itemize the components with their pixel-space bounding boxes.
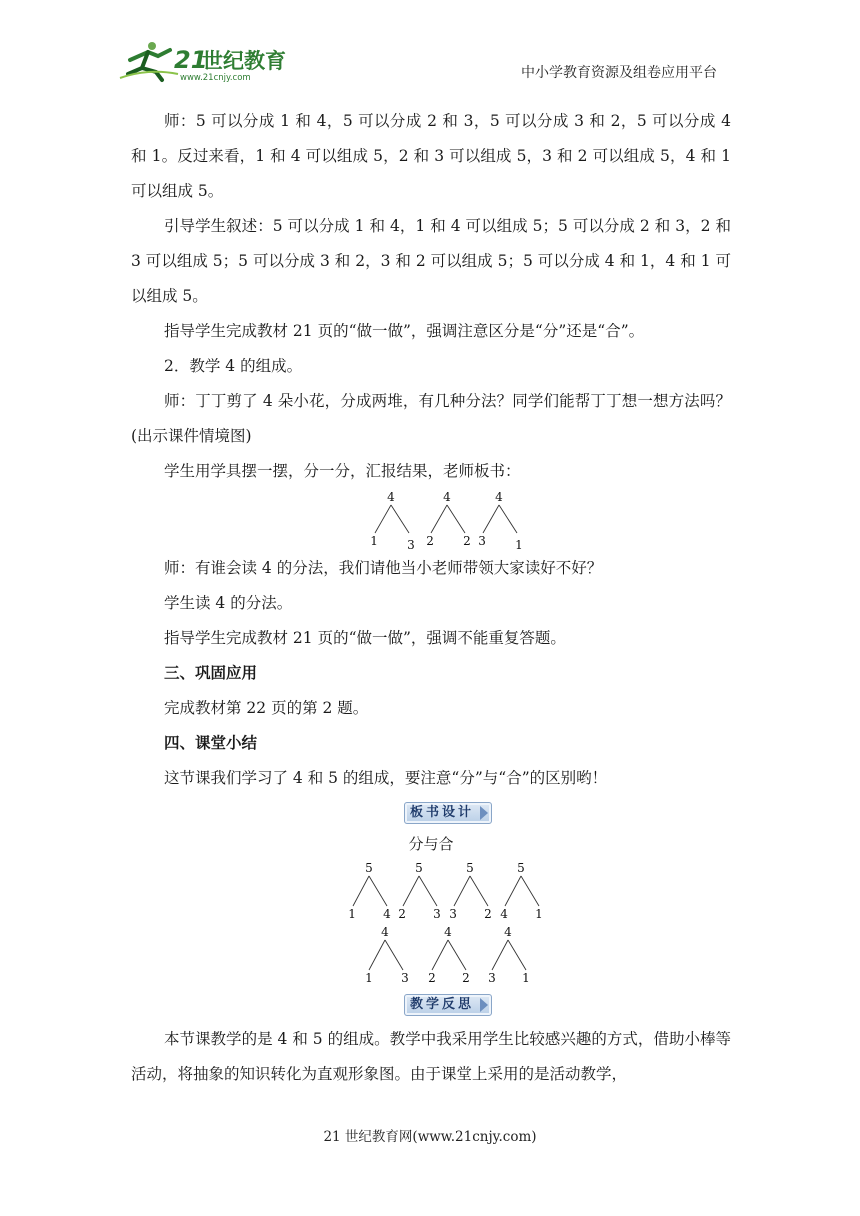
tree-top: 4 (443, 490, 451, 504)
tree-left: 1 (370, 534, 378, 548)
platform-title: 中小学教育资源及组卷应用平台 (521, 65, 717, 81)
tree-left: 3 (449, 907, 457, 921)
tree-left: 3 (478, 534, 486, 548)
page-footer: 21 世纪教育网(www.21cnjy.com) (323, 1129, 537, 1145)
tree-top: 4 (381, 925, 389, 939)
tree-right: 2 (484, 907, 492, 921)
tree-left: 1 (365, 971, 373, 985)
paragraph: 指导学生完成教材 21 页的“做一做”，强调不能重复答题。 (164, 629, 566, 647)
tree-right: 1 (522, 971, 530, 985)
tree-left: 2 (426, 534, 434, 548)
paragraph: 引导学生叙述：5 可以分成 1 和 4，1 和 4 可以组成 5；5 可以分成 2 和 3，2 和 3 可以组成 5；5 可以分成 3 和 2，3 和 2 可以组成 5；5 可以分成 4 和 1，4 和 1 可以组成 5。 (131, 217, 731, 305)
lesson-content (131, 104, 731, 1092)
section-heading: 四、课堂小结 (164, 734, 258, 752)
composition-4-diagram (131, 489, 731, 551)
tree-right: 1 (515, 538, 523, 551)
reflection-banner (131, 992, 731, 1018)
tree-left: 2 (398, 907, 406, 921)
runner-icon (120, 42, 178, 80)
page-header (0, 0, 860, 96)
tree-right: 4 (383, 907, 391, 921)
tree-right: 3 (401, 971, 409, 985)
tree-top: 4 (444, 925, 452, 939)
tree-right: 3 (433, 907, 441, 921)
tree-top: 5 (365, 861, 373, 875)
tree-left: 1 (348, 907, 356, 921)
paragraph: 指导学生完成教材 21 页的“做一做”，强调注意区分是“分”还是“合”。 (164, 322, 645, 340)
tree-top: 4 (387, 490, 395, 504)
tree-left: 2 (428, 971, 436, 985)
tree-top: 4 (495, 490, 503, 504)
board-design-banner (131, 800, 731, 826)
paragraph: 本节课教学的是 4 和 5 的组成。教学中我采用学生比较感兴趣的方式，借助小棒等活动，将抽象的知识转化为直观形象图。由于课堂上采用的是活动教学， (131, 1030, 731, 1083)
paragraph: 师：有谁会读 4 的分法，我们请他当小老师带领大家读好不好？ (164, 559, 603, 577)
tree-right: 3 (407, 538, 415, 551)
paragraph: 学生读 4 的分法。 (164, 594, 293, 612)
logo-number: 21 (174, 46, 208, 74)
paragraph: 师：丁丁剪了 4 朵小花，分成两堆，有几种分法？同学们能帮丁丁想一想方法吗？(出示课件情境图) (131, 392, 731, 445)
logo-url: www.21cnjy.com (180, 73, 251, 83)
paragraph: 2．教学 4 的组成。 (164, 357, 303, 375)
tree-top: 4 (504, 925, 512, 939)
tree-top: 5 (517, 861, 525, 875)
tree-top: 5 (415, 861, 423, 875)
paragraph: 这节课我们学习了 4 和 5 的组成，要注意“分”与“合”的区别哟！ (164, 769, 608, 787)
board-composition-4-diagram (131, 924, 731, 988)
arrow-icon (480, 806, 488, 820)
board-design-label: 板书设计 (409, 805, 474, 820)
tree-left: 4 (500, 907, 508, 921)
board-title: 分与合 (408, 835, 454, 853)
composition-5-diagram (131, 858, 731, 924)
arrow-icon (480, 998, 488, 1012)
paragraph: 师：5 可以分成 1 和 4，5 可以分成 2 和 3，5 可以分成 3 和 2，5 可以分成 4 和 1。反过来看，1 和 4 可以组成 5，2 和 3 可以组成 5，3 和 2 可以组成 5，4 和 1 可以组成 5。 (131, 112, 731, 200)
tree-right: 2 (463, 534, 471, 548)
logo-text: 世纪教育 (202, 49, 286, 73)
paragraph: 完成教材第 22 页的第 2 题。 (164, 699, 369, 717)
logo (118, 38, 288, 84)
section-heading: 三、巩固应用 (164, 664, 258, 682)
tree-left: 3 (488, 971, 496, 985)
tree-right: 2 (462, 971, 470, 985)
tree-right: 1 (535, 907, 543, 921)
paragraph: 学生用学具摆一摆，分一分，汇报结果，老师板书： (164, 462, 521, 480)
reflection-label: 教学反思 (409, 997, 474, 1012)
tree-top: 5 (466, 861, 474, 875)
